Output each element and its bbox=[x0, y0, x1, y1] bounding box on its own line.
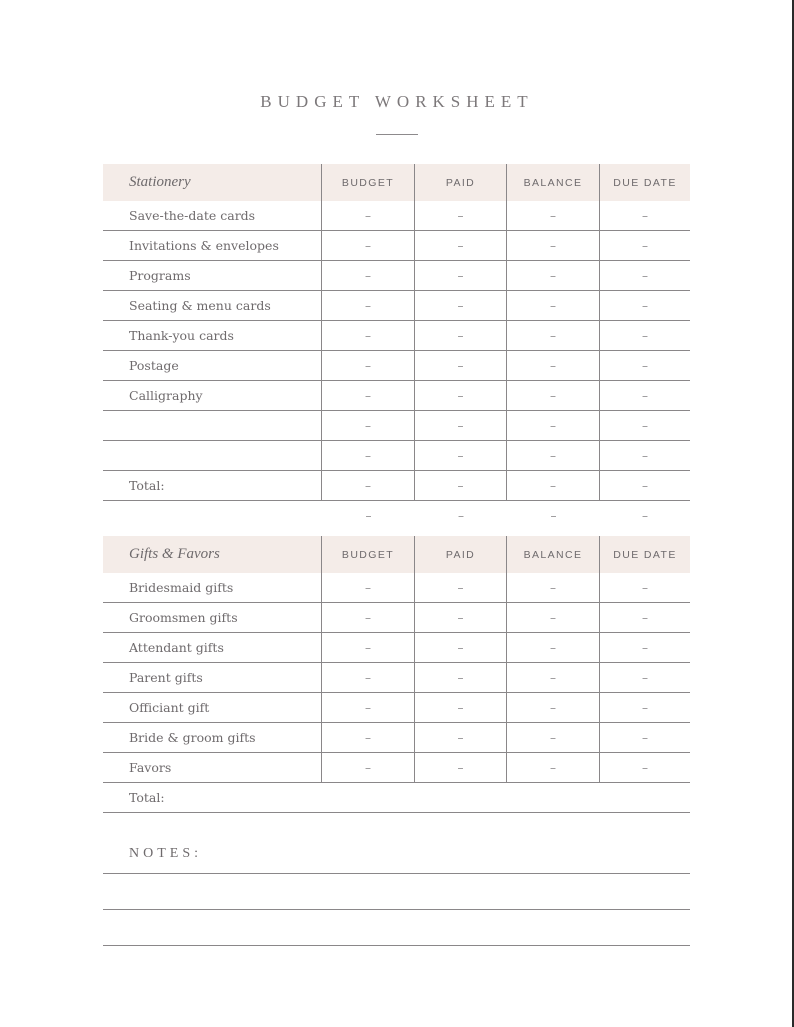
notes-line[interactable] bbox=[103, 873, 690, 874]
category-title: Gifts & Favors bbox=[103, 536, 322, 573]
balance-cell[interactable]: – bbox=[507, 321, 600, 350]
paid-cell[interactable]: – bbox=[415, 693, 507, 722]
item-label bbox=[103, 501, 322, 531]
item-label: Seating & menu cards bbox=[103, 291, 322, 320]
item-label bbox=[103, 411, 322, 440]
balance-cell[interactable]: – bbox=[507, 573, 600, 602]
total-row bbox=[103, 783, 690, 813]
balance-cell[interactable]: – bbox=[507, 231, 600, 260]
balance-cell[interactable]: – bbox=[507, 693, 600, 722]
budget-cell[interactable]: – bbox=[322, 381, 415, 410]
budget-cell[interactable]: – bbox=[322, 441, 415, 470]
table-row bbox=[103, 411, 690, 441]
balance-cell[interactable]: – bbox=[507, 633, 600, 662]
due-date-cell[interactable]: – bbox=[642, 238, 648, 253]
budget-cell[interactable]: – bbox=[322, 723, 415, 752]
item-label: Bridesmaid gifts bbox=[103, 573, 322, 602]
paid-column-header: PAID bbox=[415, 164, 507, 201]
table-row bbox=[103, 291, 690, 321]
due-date-cell[interactable]: – bbox=[642, 760, 648, 775]
item-label: Programs bbox=[103, 261, 322, 290]
table-row bbox=[103, 693, 690, 723]
paid-column-header: PAID bbox=[415, 536, 507, 573]
due-date-column-header: DUE DATE bbox=[613, 548, 677, 561]
balance-cell[interactable]: – bbox=[550, 509, 557, 523]
budget-cell[interactable]: – bbox=[322, 261, 415, 290]
paid-cell[interactable]: – bbox=[415, 723, 507, 752]
table-row bbox=[103, 603, 690, 633]
balance-column-header: BALANCE bbox=[507, 536, 600, 573]
due-date-cell[interactable]: – bbox=[642, 509, 648, 523]
paid-cell[interactable]: – bbox=[415, 261, 507, 290]
item-label: Postage bbox=[103, 351, 322, 380]
budget-cell[interactable]: – bbox=[322, 351, 415, 380]
balance-cell[interactable]: – bbox=[507, 471, 600, 500]
item-label: Bride & groom gifts bbox=[103, 723, 322, 752]
paid-cell[interactable]: – bbox=[415, 663, 507, 692]
notes-line[interactable] bbox=[103, 909, 690, 910]
budget-cell[interactable]: – bbox=[322, 753, 415, 782]
notes-line[interactable] bbox=[103, 945, 690, 946]
due-date-cell[interactable]: – bbox=[642, 268, 648, 283]
total-label: Total: bbox=[129, 790, 165, 805]
balance-column-header: BALANCE bbox=[507, 164, 600, 201]
due-date-cell[interactable]: – bbox=[642, 328, 648, 343]
balance-cell[interactable]: – bbox=[507, 603, 600, 632]
gifts-table bbox=[103, 536, 690, 813]
balance-cell[interactable]: – bbox=[507, 261, 600, 290]
item-label: Total: bbox=[103, 471, 322, 500]
balance-cell[interactable]: – bbox=[507, 663, 600, 692]
table-row bbox=[103, 231, 690, 261]
notes-label: NOTES: bbox=[129, 846, 202, 861]
due-date-column-header: DUE DATE bbox=[613, 176, 677, 189]
item-label: Invitations & envelopes bbox=[103, 231, 322, 260]
balance-cell[interactable]: – bbox=[507, 351, 600, 380]
item-label: Favors bbox=[103, 753, 322, 782]
paid-cell[interactable]: – bbox=[415, 381, 507, 410]
table-row bbox=[103, 753, 690, 783]
item-label: Save-the-date cards bbox=[103, 201, 322, 230]
budget-cell[interactable]: – bbox=[322, 471, 415, 500]
table-row bbox=[103, 501, 690, 531]
stationery-rows bbox=[103, 201, 690, 501]
stationery-table bbox=[103, 164, 690, 531]
budget-cell[interactable]: – bbox=[322, 633, 415, 662]
balance-cell[interactable]: – bbox=[507, 411, 600, 440]
balance-cell[interactable]: – bbox=[507, 291, 600, 320]
due-date-cell[interactable]: – bbox=[642, 478, 648, 493]
table-row bbox=[103, 351, 690, 381]
title-divider bbox=[376, 134, 418, 135]
due-date-cell[interactable]: – bbox=[642, 610, 648, 625]
due-date-cell[interactable]: – bbox=[642, 730, 648, 745]
gifts-rows bbox=[103, 573, 690, 783]
table-row bbox=[103, 261, 690, 291]
due-date-cell[interactable]: – bbox=[642, 670, 648, 685]
paid-cell[interactable]: – bbox=[415, 411, 507, 440]
balance-cell[interactable]: – bbox=[507, 201, 600, 230]
page-title: BUDGET WORKSHEET bbox=[260, 92, 534, 111]
due-date-cell[interactable]: – bbox=[642, 640, 648, 655]
due-date-cell[interactable]: – bbox=[642, 208, 648, 223]
table-row bbox=[103, 321, 690, 351]
budget-cell[interactable]: – bbox=[365, 509, 372, 523]
paid-cell[interactable]: – bbox=[415, 291, 507, 320]
budget-column-header: BUDGET bbox=[322, 536, 415, 573]
paid-cell[interactable]: – bbox=[415, 231, 507, 260]
table-row bbox=[103, 471, 690, 501]
paid-cell[interactable]: – bbox=[415, 201, 507, 230]
paid-cell[interactable]: – bbox=[415, 321, 507, 350]
table-row bbox=[103, 573, 690, 603]
table-row bbox=[103, 441, 690, 471]
budget-cell[interactable]: – bbox=[322, 663, 415, 692]
budget-cell[interactable]: – bbox=[322, 573, 415, 602]
paid-cell[interactable]: – bbox=[415, 441, 507, 470]
due-date-cell[interactable]: – bbox=[642, 700, 648, 715]
budget-cell[interactable]: – bbox=[322, 693, 415, 722]
item-label: Thank-you cards bbox=[103, 321, 322, 350]
paid-cell[interactable]: – bbox=[415, 753, 507, 782]
paid-cell[interactable]: – bbox=[415, 351, 507, 380]
budget-cell[interactable]: – bbox=[322, 603, 415, 632]
paid-cell[interactable]: – bbox=[415, 633, 507, 662]
item-label bbox=[103, 441, 322, 470]
paid-cell[interactable]: – bbox=[415, 471, 507, 500]
balance-cell[interactable]: – bbox=[507, 381, 600, 410]
stationery-header bbox=[103, 164, 690, 201]
table-row bbox=[103, 201, 690, 231]
item-label: Groomsmen gifts bbox=[103, 603, 322, 632]
due-date-cell[interactable]: – bbox=[642, 448, 648, 463]
table-row bbox=[103, 633, 690, 663]
due-date-cell[interactable]: – bbox=[642, 418, 648, 433]
item-label: Calligraphy bbox=[103, 381, 322, 410]
due-date-cell[interactable]: – bbox=[642, 580, 648, 595]
budget-cell[interactable]: – bbox=[322, 321, 415, 350]
due-date-cell[interactable]: – bbox=[642, 388, 648, 403]
balance-cell[interactable]: – bbox=[507, 723, 600, 752]
paid-cell[interactable]: – bbox=[415, 603, 507, 632]
due-date-cell[interactable]: – bbox=[642, 298, 648, 313]
item-label: Attendant gifts bbox=[103, 633, 322, 662]
item-label: Parent gifts bbox=[103, 663, 322, 692]
paid-cell[interactable]: – bbox=[415, 573, 507, 602]
budget-column-header: BUDGET bbox=[322, 164, 415, 201]
table-row bbox=[103, 723, 690, 753]
table-row bbox=[103, 381, 690, 411]
budget-cell[interactable]: – bbox=[322, 201, 415, 230]
paid-cell[interactable]: – bbox=[458, 509, 464, 523]
table-row bbox=[103, 663, 690, 693]
due-date-cell[interactable]: – bbox=[642, 358, 648, 373]
balance-cell[interactable]: – bbox=[507, 441, 600, 470]
balance-cell[interactable]: – bbox=[507, 753, 600, 782]
budget-cell[interactable]: – bbox=[322, 411, 415, 440]
budget-cell[interactable]: – bbox=[322, 291, 415, 320]
item-label: Officiant gift bbox=[103, 693, 322, 722]
gifts-header bbox=[103, 536, 690, 573]
category-title: Stationery bbox=[103, 164, 322, 201]
budget-cell[interactable]: – bbox=[322, 231, 415, 260]
